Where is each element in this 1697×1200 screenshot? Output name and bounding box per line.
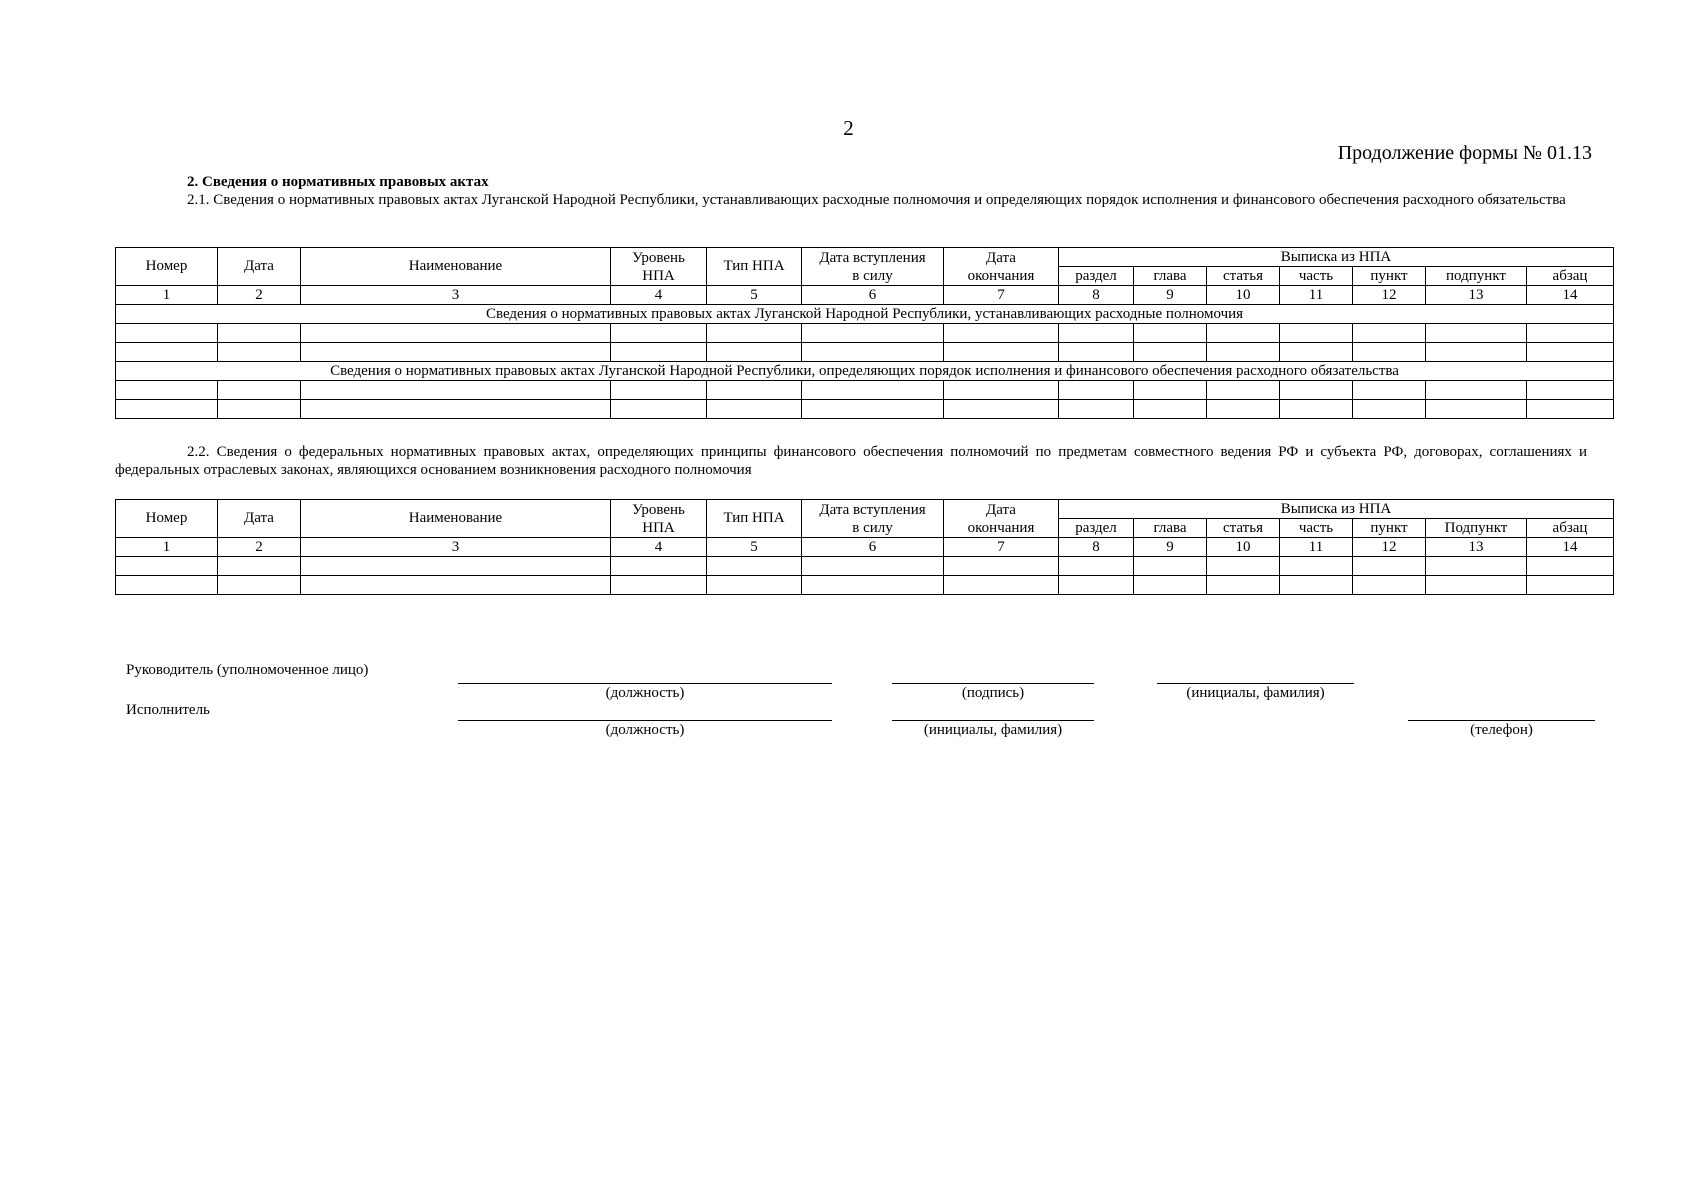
header-vstuplenie-line2: в силу [852,519,893,536]
header-punkt: пункт [1353,267,1426,286]
cell-podpunkt[interactable] [1426,557,1527,576]
head-initials-caption: (инициалы, фамилия) [1186,685,1325,701]
cell-okonchanie[interactable] [944,381,1059,400]
cell-vstuplenie[interactable] [802,576,944,595]
cell-podpunkt[interactable] [1426,343,1527,362]
column-number: 9 [1134,538,1207,557]
cell-abzac[interactable] [1527,557,1614,576]
cell-chast[interactable] [1280,381,1353,400]
cell-glava[interactable] [1134,400,1207,419]
header-chast: часть [1280,267,1353,286]
cell-nomer[interactable] [116,557,218,576]
npa-table-federal [115,499,1614,595]
header-glava: глава [1134,519,1207,538]
cell-nomer[interactable] [116,343,218,362]
header-okonchanie [944,500,1059,538]
cell-tip[interactable] [707,557,802,576]
cell-okonchanie[interactable] [944,557,1059,576]
header-okonchanie-line1: Дата [986,501,1016,518]
column-number: 14 [1527,286,1614,305]
cell-chast[interactable] [1280,557,1353,576]
column-numbers-row [116,538,1614,557]
cell-abzac[interactable] [1527,343,1614,362]
column-number: 3 [301,538,611,557]
executor-label: Исполнитель [126,702,210,718]
column-number: 9 [1134,286,1207,305]
header-naimenovanie: Наименование [301,500,611,538]
column-number: 5 [707,286,802,305]
column-number: 7 [944,538,1059,557]
cell-vstuplenie[interactable] [802,324,944,343]
column-number: 4 [611,538,707,557]
cell-punkt[interactable] [1353,381,1426,400]
head-initials-line[interactable] [1157,683,1354,684]
header-uroven-line1: Уровень [632,501,685,518]
cell-razdel[interactable] [1059,557,1134,576]
form-continuation-title: Продолжение формы № 01.13 [1337,142,1592,164]
header-abzac: абзац [1527,267,1614,286]
cell-podpunkt[interactable] [1426,576,1527,595]
cell-statya[interactable] [1207,557,1280,576]
header-statya: статья [1207,267,1280,286]
cell-okonchanie[interactable] [944,576,1059,595]
column-number: 10 [1207,538,1280,557]
cell-abzac[interactable] [1527,381,1614,400]
column-number: 12 [1353,538,1426,557]
cell-okonchanie[interactable] [944,343,1059,362]
column-number: 13 [1426,286,1527,305]
executor-initials-caption: (инициалы, фамилия) [923,722,1063,738]
paragraph-2-2: 2.2. Сведения о федеральных нормативных правовых актах, определяющих принципы финансового обеспечения полномочий по предметам совместного ведения РФ и субъекта РФ, договорах, соглашениях и федеральных отраслевых законах, являющихся основанием возникновения расходного полномочия [115,444,1587,478]
header-statya: статья [1207,519,1280,538]
header-glava: глава [1134,267,1207,286]
cell-abzac[interactable] [1527,400,1614,419]
cell-vstuplenie[interactable] [802,381,944,400]
cell-tip[interactable] [707,576,802,595]
npa-table-regional [115,247,1614,419]
column-number: 3 [301,286,611,305]
cell-podpunkt[interactable] [1426,400,1527,419]
executor-position-caption: (должность) [605,722,685,738]
column-number: 8 [1059,286,1134,305]
cell-uroven[interactable] [611,557,707,576]
header-naimenovanie: Наименование [301,248,611,286]
cell-tip[interactable] [707,343,802,362]
table-row [116,381,1614,400]
cell-punkt[interactable] [1353,400,1426,419]
cell-data[interactable] [218,381,301,400]
head-position-line[interactable] [458,683,832,684]
cell-okonchanie[interactable] [944,400,1059,419]
cell-uroven[interactable] [611,381,707,400]
header-okonchanie-line1: Дата [986,249,1016,266]
cell-razdel[interactable] [1059,381,1134,400]
header-vypiska: Выписка из НПА [1059,500,1614,519]
cell-data[interactable] [218,557,301,576]
cell-punkt[interactable] [1353,343,1426,362]
header-nomer: Номер [116,500,218,538]
header-vstuplenie-line1: Дата вступления [819,501,926,518]
cell-glava[interactable] [1134,381,1207,400]
cell-glava[interactable] [1134,324,1207,343]
header-nomer: Номер [116,248,218,286]
table-row [116,576,1614,595]
column-number: 5 [707,538,802,557]
cell-naimenovanie[interactable] [301,381,611,400]
column-number: 7 [944,286,1059,305]
header-podpunkt: Подпункт [1426,519,1527,538]
header-uroven [611,248,707,286]
header-abzac: абзац [1527,519,1614,538]
cell-tip[interactable] [707,324,802,343]
cell-naimenovanie[interactable] [301,576,611,595]
cell-tip[interactable] [707,381,802,400]
column-number: 11 [1280,286,1353,305]
header-uroven-line2: НПА [642,519,675,536]
executor-initials-line[interactable] [892,720,1094,721]
table-row [116,400,1614,419]
column-number: 10 [1207,286,1280,305]
cell-data[interactable] [218,400,301,419]
cell-data[interactable] [218,324,301,343]
header-uroven-line2: НПА [642,267,675,284]
cell-razdel[interactable] [1059,400,1134,419]
cell-chast[interactable] [1280,576,1353,595]
header-uroven-line1: Уровень [632,249,685,266]
cell-abzac[interactable] [1527,576,1614,595]
column-number: 2 [218,538,301,557]
cell-chast[interactable] [1280,324,1353,343]
cell-razdel[interactable] [1059,343,1134,362]
column-number: 1 [116,286,218,305]
header-uroven [611,500,707,538]
cell-data[interactable] [218,343,301,362]
header-tip: Тип НПА [707,248,802,286]
column-number: 12 [1353,286,1426,305]
cell-naimenovanie[interactable] [301,324,611,343]
header-punkt: пункт [1353,519,1426,538]
cell-uroven[interactable] [611,324,707,343]
column-numbers-row [116,286,1614,305]
cell-naimenovanie[interactable] [301,557,611,576]
header-vstuplenie-line1: Дата вступления [819,249,926,266]
cell-chast[interactable] [1280,343,1353,362]
column-number: 6 [802,286,944,305]
column-number: 2 [218,286,301,305]
head-signature-line[interactable] [892,683,1094,684]
head-position-caption: (должность) [605,685,685,701]
cell-glava[interactable] [1134,343,1207,362]
table-row [116,324,1614,343]
column-number: 4 [611,286,707,305]
header-vstuplenie [802,500,944,538]
column-number: 8 [1059,538,1134,557]
group-heading-1: Сведения о нормативных правовых актах Луганской Народной Республики, устанавливающих расходные полномочия [116,305,1614,324]
cell-uroven[interactable] [611,343,707,362]
cell-punkt[interactable] [1353,576,1426,595]
column-number: 6 [802,538,944,557]
column-number: 13 [1426,538,1527,557]
executor-phone-caption: (телефон) [1470,722,1533,738]
executor-phone-line[interactable] [1408,720,1595,721]
header-data: Дата [218,500,301,538]
cell-okonchanie[interactable] [944,324,1059,343]
cell-data[interactable] [218,576,301,595]
cell-naimenovanie[interactable] [301,400,611,419]
cell-podpunkt[interactable] [1426,381,1527,400]
cell-nomer[interactable] [116,576,218,595]
paragraph-2-1: 2.1. Сведения о нормативных правовых актах Луганской Народной Республики, устанавливающих расходные полномочия и определяющих порядок исполнения и финансового обеспечения расходного обязательства [187,192,1566,208]
cell-punkt[interactable] [1353,557,1426,576]
column-number: 1 [116,538,218,557]
cell-nomer[interactable] [116,381,218,400]
cell-tip[interactable] [707,400,802,419]
header-vstuplenie [802,248,944,286]
cell-statya[interactable] [1207,381,1280,400]
column-number: 14 [1527,538,1614,557]
cell-chast[interactable] [1280,400,1353,419]
head-label: Руководитель (уполномоченное лицо) [126,662,369,678]
table-row [116,343,1614,362]
header-okonchanie [944,248,1059,286]
cell-podpunkt[interactable] [1426,324,1527,343]
header-podpunkt: подпункт [1426,267,1527,286]
page-number: 2 [843,116,854,140]
cell-uroven[interactable] [611,400,707,419]
header-okonchanie-line2: окончания [967,267,1035,284]
cell-statya[interactable] [1207,343,1280,362]
header-razdel: раздел [1059,267,1134,286]
cell-vstuplenie[interactable] [802,400,944,419]
cell-vstuplenie[interactable] [802,557,944,576]
header-chast: часть [1280,519,1353,538]
cell-statya[interactable] [1207,324,1280,343]
cell-punkt[interactable] [1353,324,1426,343]
executor-position-line[interactable] [458,720,832,721]
cell-statya[interactable] [1207,576,1280,595]
header-okonchanie-line2: окончания [967,519,1035,536]
header-vypiska: Выписка из НПА [1059,248,1614,267]
cell-vstuplenie[interactable] [802,343,944,362]
cell-naimenovanie[interactable] [301,343,611,362]
column-number: 11 [1280,538,1353,557]
header-data: Дата [218,248,301,286]
cell-razdel[interactable] [1059,576,1134,595]
table-row [116,557,1614,576]
group-heading-2: Сведения о нормативных правовых актах Луганской Народной Республики, определяющих порядок исполнения и финансового обеспечения расходного обязательства [116,362,1614,381]
header-vstuplenie-line2: в силу [852,267,893,284]
header-tip: Тип НПА [707,500,802,538]
cell-statya[interactable] [1207,400,1280,419]
cell-glava[interactable] [1134,576,1207,595]
cell-nomer[interactable] [116,324,218,343]
section-title: 2. Сведения о нормативных правовых актах [187,174,489,190]
cell-razdel[interactable] [1059,324,1134,343]
cell-uroven[interactable] [611,576,707,595]
cell-nomer[interactable] [116,400,218,419]
header-razdel: раздел [1059,519,1134,538]
cell-glava[interactable] [1134,557,1207,576]
head-signature-caption: (подпись) [961,685,1025,701]
cell-abzac[interactable] [1527,324,1614,343]
